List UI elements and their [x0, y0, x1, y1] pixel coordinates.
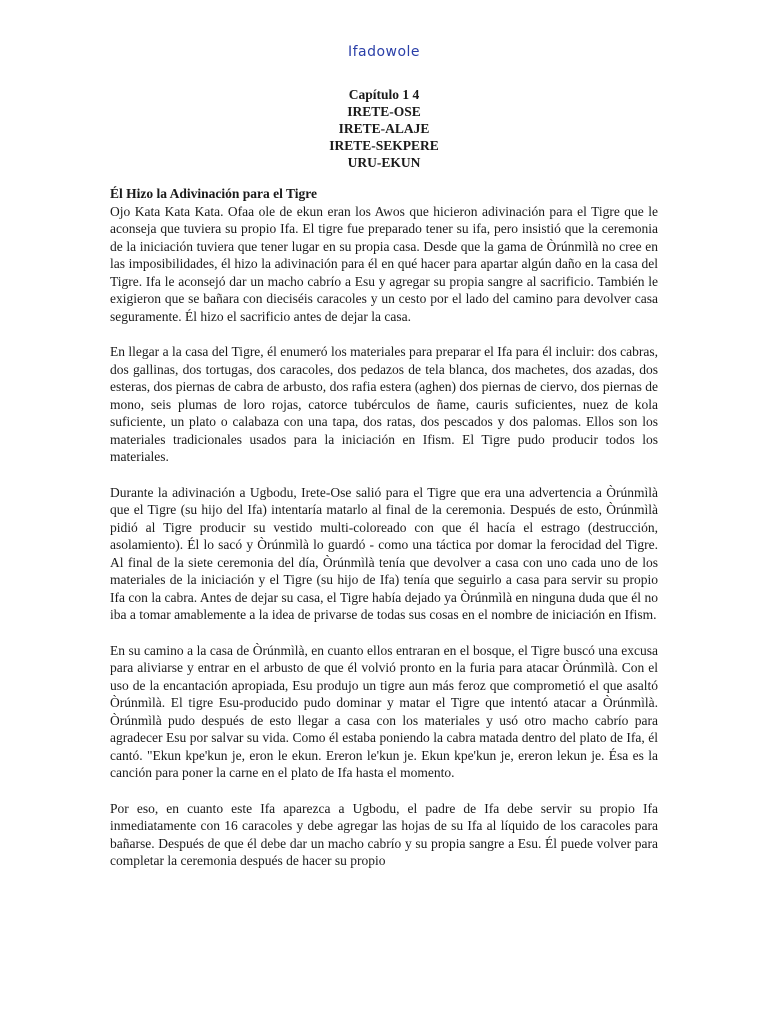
chapter-title: Capítulo 1 4	[348, 87, 420, 102]
document-body	[110, 185, 658, 888]
title-line: IRETE-SEKPERE	[329, 138, 439, 153]
chapter-title-block	[0, 86, 768, 171]
title-line: IRETE-ALAJE	[338, 121, 430, 136]
body-paragraph: En llegar a la casa del Tigre, él enumeró los materiales para preparar el Ifa para él incluir: dos cabras, dos gallinas, dos tortugas, dos caracoles, dos pedazos de tela blanca, dos machetes, dos azadas, dos esteras, dos piernas de cabra de arbusto, dos rafia estera (aghen) dos piernas de ciervo, dos piernas de mono, seis plumas de loro rojas, catorce tubérculos de ñame, cauris suficientes, nuez de kola suficiente, un plato o calabaza con una tapa, dos ratas, dos pescados y dos palomas. Ellos son los materiales tradicionales usados para la iniciación en Ifism. El Tigre pudo producir todos los materiales.	[110, 344, 658, 464]
title-line: URU-EKUN	[347, 155, 421, 170]
title-line: IRETE-OSE	[347, 104, 421, 119]
site-name: Ifadowole	[347, 44, 421, 60]
body-paragraph: Por eso, en cuanto este Ifa aparezca a Ugbodu, el padre de Ifa debe servir su propio Ifa inmediatamente con 16 caracoles y debe agregar las hojas de su Ifa al líquido de los caracoles para bañarse. Después de que él debe dar un macho cabrío y su propia sangre a Esu. Él puede volver para completar la ceremonia después de hacer su propio	[110, 800, 658, 868]
body-paragraph: Durante la adivinación a Ugbodu, Irete-Ose salió para el Tigre que era una advertencia a Òrúnmìlà que el Tigre (su hijo del Ifa) intentaría matarlo al final de la ceremonia. Después de esto, Òrúnmìlà pidió al Tigre producir su vestido multi-coloreado con que él hacía el estrago (destrucción, asolamiento). Él lo sacó y Òrúnmìlà lo guardó - como una táctica por domar la ferocidad del Tigre. Al final de la siete ceremonia del día, Òrúnmìlà tenía que devolver a casa con uno cada uno de los materiales de la iniciación y el Tigre (su hijo de Ifa) tenía que seguirlo a casa para servir su propio Ifa con la cabra. Antes de dejar su casa, el Tigre había dejado ya Òrúnmìlà en ninguna duda que él no iba a tomar amablemente a la idea de privarse de todas sus cosas en el nombre de iniciación en Ifism.	[110, 484, 658, 622]
site-header	[0, 44, 768, 60]
body-paragraph: Ojo Kata Kata Kata. Ofaa ole de ekun eran los Awos que hicieron adivinación para el Tigre que le aconseja que tuviera su propio Ifa. El tigre fue preparado tener su ifa, pero insistió que la ceremonia de la iniciación tuviera que tener lugar en su propia casa. Desde que la gama de Òrúnmìlà no cree en las imposibilidades, él hizo la adivinación para él en qué hacer para apartar algún daño en la casa del Tigre. Ifa le aconsejó dar un macho cabrío a Esu y agregar su propia sangre al sacrificio. También le exigieron que se bañara con dieciséis caracoles y un cesto por el lado del camino para devolver casa seguramente. Él hizo el sacrificio antes de dejar la casa.	[110, 203, 658, 324]
body-paragraph: En su camino a la casa de Òrúnmìlà, en cuanto ellos entraran en el bosque, el Tigre buscó una excusa para aliviarse y entrar en el arbusto de que él volvió pronto en la furia para atacar Òrúnmìlà. Con el uso de la encantación apropiada, Esu produjo un tigre aun más feroz que comprometió el que asaltó Òrúnmìlà. El tigre Esu-producido pudo dominar y matar el Tigre que intentó atacar a Òrúnmìlà. Òrúnmìlà pudo después de esto llegar a casa con los materiales y usó otro macho cabrío para agradecer Esu por salvar su vida. Como él estaba poniendo la cabra matada dentro del plato de Ifa, él cantó. "Ekun kpe'kun je, eron le ekun. Ereron le'kun je. Ekun kpe'kun je, ereron lekun je. Ésa es la canción para poner la carne en el plato de Ifa hasta el momento.	[110, 642, 658, 780]
section-heading: Él Hizo la Adivinación para el Tigre	[110, 186, 318, 201]
